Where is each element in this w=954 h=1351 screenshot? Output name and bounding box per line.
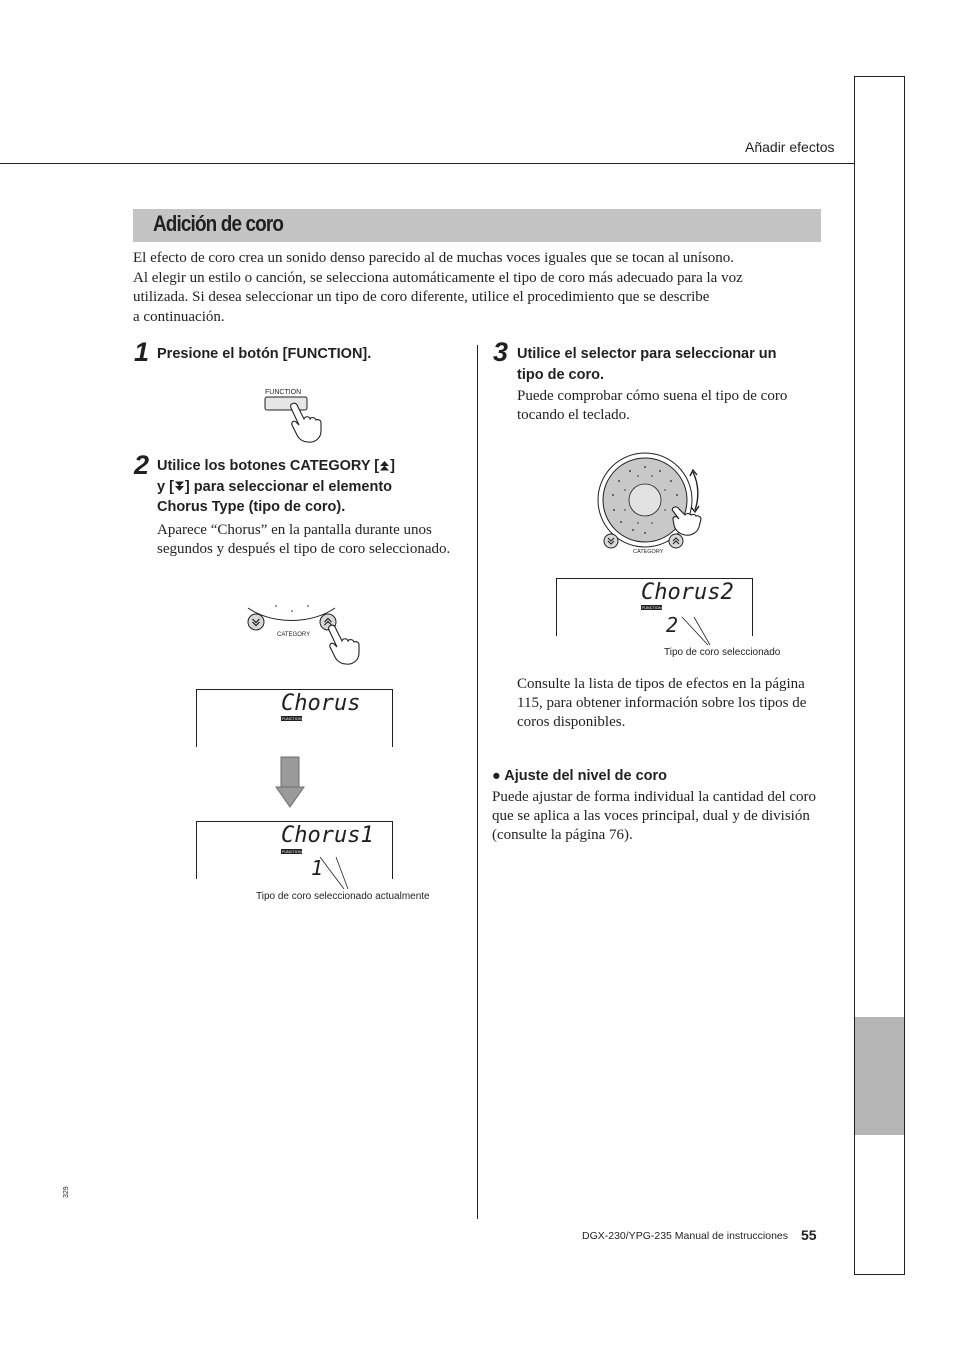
bullet-icon: ● xyxy=(492,768,501,784)
function-indicator-label: FUNCTION xyxy=(282,850,302,854)
rotate-arrow-icon xyxy=(693,472,698,510)
page-number: 55 xyxy=(801,1227,817,1243)
function-button-illustration xyxy=(262,386,332,446)
step-3-heading: Utilice el selector para seleccionar un tipo de coro. xyxy=(517,346,777,383)
footer-model: DGX-230/YPG-235 Manual de instrucciones xyxy=(582,1230,789,1242)
step-2-heading-text: ] para seleccionar el elemento xyxy=(184,478,393,495)
adjust-body: Puede ajustar de forma individual la cantidad del coro que se aplica a las voces principal, dual y de división (consulte la página 76). xyxy=(492,789,817,843)
step-2-heading xyxy=(157,456,447,518)
lcd-number: 2 xyxy=(666,613,679,637)
lcd-display-chorus xyxy=(196,689,393,747)
running-head: Añadir efectos xyxy=(745,139,835,155)
lcd-number: 1 xyxy=(311,856,324,880)
caption-leader-lines xyxy=(670,615,720,650)
adjust-heading xyxy=(492,768,667,784)
step-2-caption: Tipo de coro seleccionado actualmente xyxy=(256,891,430,902)
dial-illustration xyxy=(595,450,720,560)
category-down-icon xyxy=(174,481,185,492)
step-2-heading-text: Utilice los botones CATEGORY [ xyxy=(157,458,380,474)
function-indicator-label: FUNCTION xyxy=(642,606,662,610)
lcd-display-chorus1 xyxy=(196,821,393,879)
step-2-heading-text: Chorus Type (tipo de coro). xyxy=(157,499,346,515)
intro-line: Al elegir un estilo o canción, se selecciona automáticamente el tipo de coro más adecuado para la voz xyxy=(133,269,743,286)
consult-paragraph: Consulte la lista de tipos de efectos en la página 115, para obtener información sobre los tipos de coros disponibles. xyxy=(517,676,807,730)
step-2-number: 2 xyxy=(134,450,150,480)
chapter-tab-marker xyxy=(855,1017,904,1135)
step-3-body: Puede comprobar cómo suena el tipo de coro tocando el teclado. xyxy=(517,388,788,423)
step-3-number: 3 xyxy=(493,337,509,367)
category-label: CATEGORY xyxy=(277,632,311,638)
intro-line: El efecto de coro crea un sonido denso parecido al de muchas voces iguales que se tocan al unísono. xyxy=(133,250,735,266)
dial-center xyxy=(629,484,661,516)
section-title: Adición de coro xyxy=(153,211,284,236)
function-button xyxy=(265,397,307,410)
column-divider xyxy=(477,345,478,1219)
category-up-icon xyxy=(379,460,390,471)
category-label: CATEGORY xyxy=(633,549,664,555)
intro-paragraph xyxy=(133,249,823,327)
lcd-text: Chorus xyxy=(281,691,361,716)
category-buttons-illustration xyxy=(240,600,370,670)
step-2-heading-text: y [ xyxy=(157,478,174,495)
intro-line: utilizada. Si desea seleccionar un tipo de coro diferente, utilice el procedimiento que se describe xyxy=(133,289,710,305)
step-1-number: 1 xyxy=(134,337,150,367)
pointing-hand-icon xyxy=(329,625,359,664)
function-indicator-label: FUNCTION xyxy=(282,717,302,721)
function-button-label: FUNCTION xyxy=(265,389,302,396)
adjust-heading-text: Ajuste del nivel de coro xyxy=(504,768,668,784)
down-arrow-icon xyxy=(276,757,316,809)
intro-line: a continuación. xyxy=(133,308,225,325)
step-2-body: Aparece “Chorus” en la pantalla durante unos segundos y después el tipo de coro seleccionado. xyxy=(157,522,451,557)
caption-leader-lines xyxy=(300,855,360,895)
lcd-display-chorus2 xyxy=(556,578,753,636)
step-3-caption: Tipo de coro seleccionado xyxy=(664,647,781,658)
lcd-text: Chorus2 xyxy=(641,580,734,605)
step-1-heading: Presione el botón [FUNCTION]. xyxy=(157,346,372,362)
footer-code: 329 xyxy=(63,1186,70,1198)
header-rule xyxy=(0,163,855,164)
lcd-text: Chorus1 xyxy=(281,823,374,848)
step-2-heading-text: ] xyxy=(390,458,395,474)
